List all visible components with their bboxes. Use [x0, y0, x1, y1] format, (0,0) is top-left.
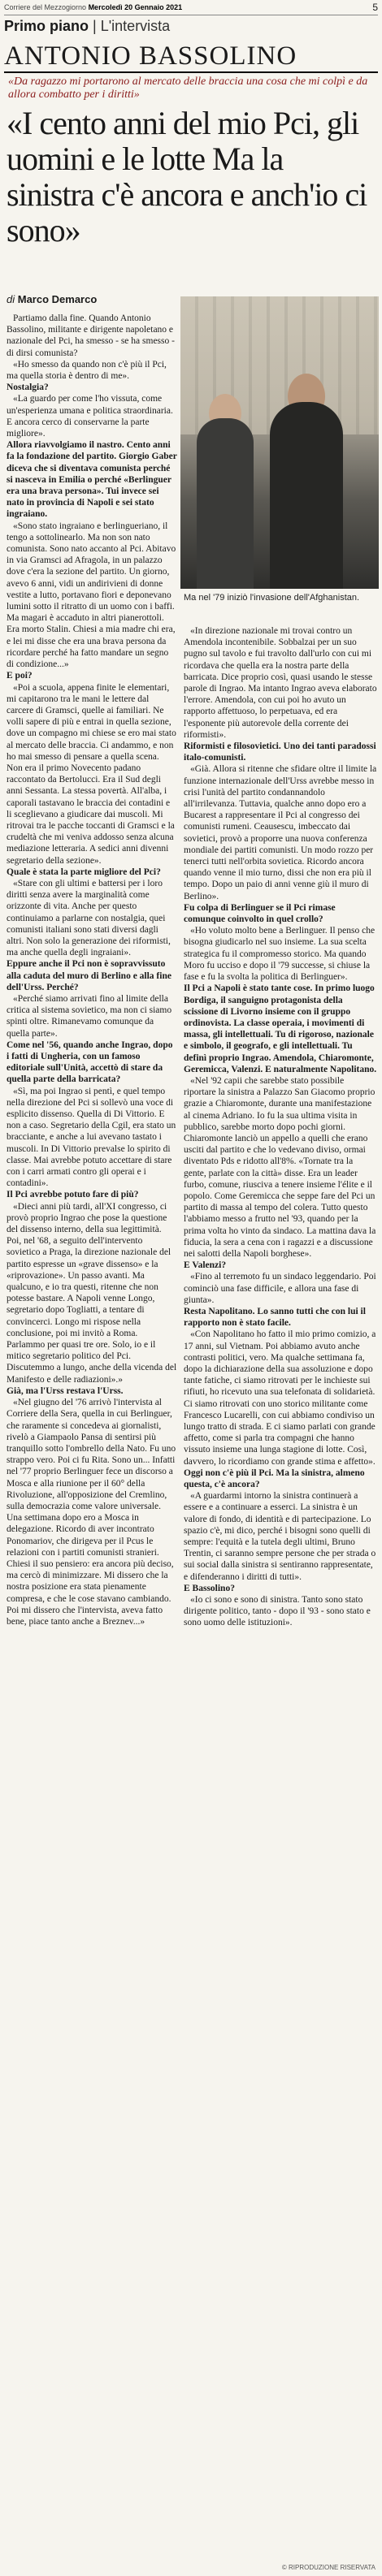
- publication-name: Corriere del Mezzogiorno: [4, 3, 87, 11]
- masthead: [4, 2, 378, 15]
- interview-answer: «Io ci sono e sono di sinistra. Tanto sono stato dirigente politico, tanto - dopo il '93 - sono stato e sono uomo delle istituzioni».: [184, 1595, 371, 1628]
- article-column-1: [7, 313, 177, 1627]
- page-number: 5: [372, 2, 378, 13]
- article-column-2: [184, 625, 377, 1629]
- headline: «I cento anni del mio Pci, gli uomini e le lotte Ma la sinistra c'è ancora e anch'io ci sono»: [7, 105, 367, 249]
- interview-answer: «La guardo per come l'ho vissuta, come un'esperienza umana e politica straordinaria. E ancora cerco di conservarne la parte migliore».: [7, 394, 173, 439]
- interview-question: Riformisti e filosovietici. Uno dei tanti paradossi italo-comunisti.: [184, 741, 376, 763]
- interview-answer: «Perché siamo arrivati fino al limite della critica al sistema sovietico, ma non ci siamo spinti oltre. Rimanevamo comunque da quella parte».: [7, 993, 172, 1039]
- interview-question: Quale è stata la parte migliore del Pci?: [7, 867, 161, 877]
- publication-date: Mercoledì 20 Gennaio 2021: [88, 3, 183, 11]
- byline-prefix: di: [7, 293, 15, 305]
- article-photo: [180, 296, 379, 589]
- interview-question: E Valenzi?: [184, 1260, 227, 1271]
- interview-answer: «Ho smesso da quando non c'è più il Pci, ma quella storia è dentro di me».: [7, 359, 167, 382]
- interview-answer: «Già. Allora si ritenne che sfidare oltre il limite la funzione internazionale dell'Urss avrebbe messo in crisi l'unità del partito condannandolo all'irrilevanza. Tuttavia, qualche anno dopo ero a Bucarest a rappresentare il Pci al congresso dei comunisti rumeni. Ceausescu, imbeccato dai sovietici, provò a proporre una nuova conferenza mondiale dei partiti comunisti. Un modo rozzo per tenerci tutti nell'orbita sovietica. Ricordo ancora quando venne il mio turno, dissi che non era più il tempo. Dopo un paio di anni venne giù il muro di Berlino».: [184, 764, 377, 901]
- interview-answer: «Sono stato ingraiano e berlingueriano, il tengo a sottolinearlo. Ma non son nato comunista. Sono nato accanto al Pci. Abitavo in via Gramsci ad Afragola, in un palazzo dove c'era la sezione del partito. Un giorno, avevo 6 anni, vidi un andirivieni di donne vestite a lutto, portavano fiori e deponevano lumini sotto il ritratto di un uomo con i baffi. Ma magari è accaduto in altri pianerottoli. Era morto Stalin. Chiesi a mia madre chi era, e lei mi disse che era una brava persona da ricordare perché ha fatto mandare un segno di condizione...»: [7, 521, 176, 670]
- interview-question: Oggi non c'è più il Pci. Ma la sinistra, almeno questa, c'è ancora?: [184, 1467, 365, 1490]
- subject-name: ANTONIO BASSOLINO: [4, 41, 378, 73]
- interview-answer: «In direzione nazionale mi trovai contro un Amendola incontenibile. Sobbalzai per un suo pugno sul tavolo e fui travolto dall'urlo con cui mi ricordava che quella era la nostra parte della barricata. Dice proprio così, quasi usando le stesse parole di Ingrao. Ma intanto Ingrao aveva elaborato l'errore. Amendola, con cui poi ho avuto un rapporto affettuoso, lo perpetuava, ed era l'esponente più autorevole della corrente dei riformisti».: [184, 626, 377, 740]
- photo-person: [270, 402, 343, 589]
- interview-answer: «Stare con gli ultimi e battersi per i loro diritti senza avere la marginalità come orizzonte di vita. Anche per questo continuiamo a parlarne con nostalgia, quei comunisti italiani sono stati diversi dagli altri. Non solo la generazione dei riformisti, ma anche quella degli ingraiani».: [7, 878, 171, 958]
- kicker: «Da ragazzo mi portarono al mercato delle braccia una cosa che mi colpì e da allora combatto per i diritti»: [8, 76, 368, 101]
- interview-answer: «Ho voluto molto bene a Berlinguer. Il penso che bisogna giudicarlo nel suo insieme. La sua scelta strategica fu il compromesso storico. Ma quando Moro fu ucciso e dopo il '79 successe, si chiuse la fase e fu la svolta la politica di Berlinguer».: [184, 926, 375, 983]
- interview-answer: «Nel giugno del '76 arrivò l'intervista al Corriere della Sera, quella in cui Berlinguer, che raramente si concedeva ai giornalisti, rivelò a Giampaolo Pansa di sentirsi più tranquillo sotto l'ombrello della Nato. Fu uno strappo vero. Poi ci fu Rita. Sono un... Infatti nel '77 proprio Berlinguer fece un discorso a Mosca e alla riunione per il 60° della Rivoluzione, all'opposizione del Cremlino, sulla democrazia come valore universale. Una settimana dopo ero a Mosca in delegazione. Ricordo di aver incontrato Ponomariov, che dirigeva per il Pcus le relazioni con i partiti comunisti stranieri. Chiesi il suo pensiero: era ancora più deciso, ma cercò di minimizzare. Mi dissero che la nostra posizione era stata pienamente compresa, e che le cose stavano cambiando. Poi mi dissero che l'intervista, aveva fatto bene, piace tanto anche a Breznev...»: [7, 1398, 176, 1627]
- interview-answer: Partiamo dalla fine. Quando Antonio Bassolino, militante e dirigente napoletano e nazionale del Pci, ha smesso - se ha smesso - di dirsi comunista?: [7, 313, 175, 358]
- interview-question: Eppure anche il Pci non è sopravvissuto alla caduta del muro di Berlino e alla fine dell'Urss. Perché?: [7, 959, 171, 992]
- interview-question: E poi?: [7, 671, 33, 681]
- interview-question: Fu colpa di Berlinguer se il Pci rimase comunque coinvolto in quel crollo?: [184, 902, 336, 925]
- byline: [7, 293, 97, 305]
- interview-question: Nostalgia?: [7, 383, 49, 393]
- section-type: L'intervista: [100, 18, 171, 34]
- photo-caption: Ma nel '79 iniziò l'invasione dell'Afghanistan.: [184, 593, 360, 603]
- publication-line: [4, 3, 182, 11]
- section-name: Primo piano: [4, 18, 89, 34]
- interview-answer: «Nel '92 capii che sarebbe stato possibile riportare la sinistra a Palazzo San Giacomo proprio grazie a Chiaromonte, durante una manifestazione al cinema Adriano. Io fu la sua ultima visita in pubblico, sarebbe morto dopo pochi giorni. Chiaromonte lanciò un appello a quelli che erano usciti dal partito e che lo vedevano diviso, ormai diventato Pds e ridotto all'8%. «Tornate tra la gente, parlate con la città» disse. Era un leader furbo, comune, riusciva a tenere insieme l'élite e il popolo. Come Geremicca che seppe fare del Pci un partito di massa al tempo del colera. Tutto questo l'abbiamo messo a frutto nel '93, quando per la prima volta ho vinto da sindaco. La mattina dava la fiducia, la sera a cena con i ragazzi e a discussione nei salotti della Napoli borghese».: [184, 1075, 376, 1259]
- interview-question: Il Pci a Napoli è stato tante cose. In primo luogo Bordiga, il sanguigno protagonista della scissione di Livorno insieme con il gruppo ordinovista. La classe operaia, i movimenti di massa, gli intellettuali. Tu di rigoroso, nazionale e simbolo, il geografo, e gli intellettuali. Tu definì proprio Ingrao. Amendola, Chiaromonte, Geremicca, Valenzi. E naturalmente Napolitano.: [184, 983, 377, 1074]
- interview-answer: «Fino al terremoto fu un sindaco leggendario. Poi cominciò una fase difficile, e allora una fase di giunta».: [184, 1272, 376, 1305]
- byline-author: Marco Demarco: [17, 293, 98, 305]
- section-divider: |: [93, 18, 101, 34]
- interview-question: Come nel '56, quando anche Ingrao, dopo i fatti di Ungheria, con un famoso editoriale sull'Unità, accettò di stare da quella parte della barricata?: [7, 1039, 173, 1085]
- interview-question: Resta Napolitano. Lo sanno tutti che con lui il rapporto non è stato facile.: [184, 1306, 366, 1329]
- interview-answer: «Dieci anni più tardi, all'XI congresso, ci provò proprio Ingrao che pose la questione del dissenso interno, della sua legittimità. Poi, nel '68, a seguito dell'intervento sovietico a Praga, la direzione nazionale del partito espresse un «grave dissenso» e la «riprovazione». Un passo avanti. Ma qualcuno, e io tra questi, ritenne che non potesse bastare. A Napoli venne Longo, segretario dopo Togliatti, a tentare di convincerci. Longo mi rispose nella conclusione, poi mi invitò a Roma. Parlammo per quasi tre ore. Solo, io e il mitico segretario politico del Pci. Discutemmo a lungo, anche della vicenda del Manifesto e delle radiazioni».»: [7, 1201, 177, 1385]
- copyright-notice: © RIPRODUZIONE RISERVATA: [281, 2564, 375, 2571]
- interview-question: Allora riavvolgiamo il nastro. Cento anni fa la fondazione del partito. Giorgio Gaber diceva che si diventava comunista perché si nasceva in Emilia o perché «Berlinguer era una brava persona». Tui invece sei nato in provincia di Napoli e sei stato ingraiano.: [7, 440, 177, 520]
- interview-question: E Bassolino?: [184, 1583, 235, 1593]
- interview-question: Già, ma l'Urss restava l'Urss.: [7, 1385, 124, 1396]
- interview-answer: «Sì, ma poi Ingrao si pentì, e quel tempo nella direzione del Pci si sollevò una voce di esplicito dissenso. Quella di Di Vittorio. E non a caso. Segretario della Cgil, era stato un bracciante, e anche a lui avevano tastato i muscoli. In Di Vittorio prevalse lo spirito di classe. Mai avrebbe potuto accettare di stare con i carri armati contro gli operai e i contadini».: [7, 1086, 176, 1189]
- interview-answer: «A guardarmi intorno la sinistra continuerà a essere e a continuare a esserci. La sinistra è un valore di fondo, di identità e di partecipazione. Lo spazio c'è, mi dico, perché i bisogni sono quelli di sempre: l'equità e la tutela degli ultimi, Bruno Trentin, ci saranno sempre persone che per strada o sui social dalla sinistra si sentiranno rappresentate, e difenderanno i diritti di tutti».: [184, 1491, 376, 1582]
- interview-question: Il Pci avrebbe potuto fare di più?: [7, 1190, 139, 1200]
- interview-answer: «Con Napolitano ho fatto il mio primo comizio, a 17 anni, sul Vietnam. Poi abbiamo avuto anche contrasti politici, vero. Ma qualche settimana fa, dopo la dichiarazione della sua assoluzione e dopo tante fatiche, ci siamo ritrovati per le inchieste sui rifiuti, ho ricevuto una sua telefonata di solidarietà. Ci siamo ritrovati con uno storico militante come Francesco Lucarelli, con cui abbiamo condiviso un lungo tratto di strada. E ci siamo parlati con grande affetto, come si parla tra compagni che hanno vissuto insieme una lunga stagione di lotte. Così, davvero, lo ricordiamo con grande stima e affetto».: [184, 1329, 376, 1467]
- interview-answer: «Poi a scuola, appena finite le elementari, mi capitarono tra le mani le lettere dal carcere di Gramsci, quelle ai familiari. Ne volli sapere di più e entrai in quella sezione, dove un compagno mi chiese se ero mai stato al mercato delle braccia. Ci andammo, e non ho mai smesso di pensare a quella scena. Non era il primo Novecento padano raccontato da Bertolucci. Era il Sud degli anni Sessanta. La stessa povertà. All'alba, i caporali tastavano le braccia dei contadini e li sceglievano a giudicare dai muscoli. Mi ritrovai tra le pacche toccanti di Gramsci e la crudeltà che mi veniva addosso senza alcuna mediazione letteraria. A sedici anni divenni segretario della sezione».: [7, 682, 176, 866]
- photo-person: [197, 418, 254, 589]
- section-header: [4, 18, 170, 35]
